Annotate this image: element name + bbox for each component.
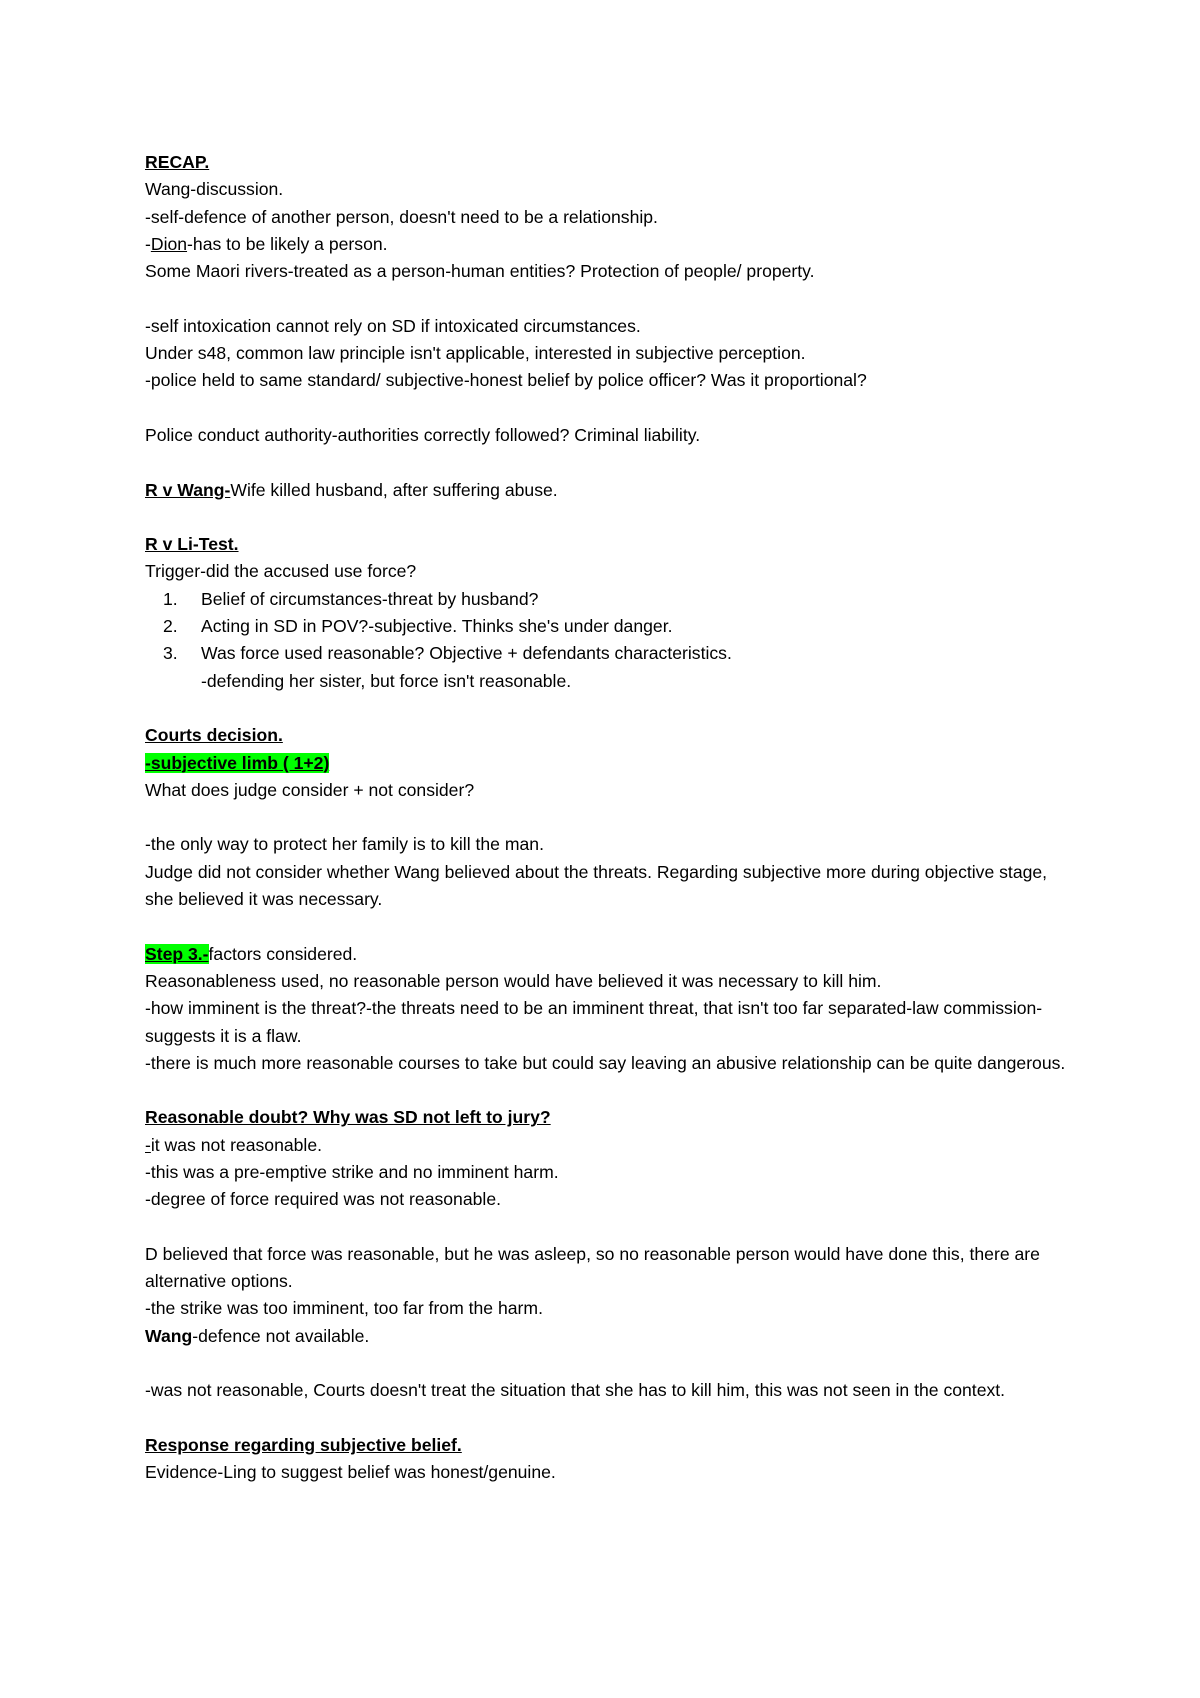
text-line: -police held to same standard/ subjective-honest belief by police officer? Was it proportional?: [145, 370, 867, 391]
text-line: Reasonableness used, no reasonable person would have believed it was necessary to kill him.: [145, 970, 882, 991]
text-line: Some Maori rivers-treated as a person-human entities? Protection of people/ property.: [145, 261, 815, 282]
text-line: Wang-discussion.: [145, 179, 284, 200]
text-line: -the strike was too imminent, too far from the harm.: [145, 1298, 543, 1319]
blank-line: [145, 449, 1100, 476]
wang-text: Wife killed husband, after suffering abuse.: [230, 479, 558, 500]
indented-line: -defending her sister, but force isn't reasonable.: [201, 670, 572, 691]
text-line: -there is much more reasonable courses to take but could say leaving an abusive relationship can be quite dangerous.: [145, 1052, 1066, 1073]
list-text: Belief of circumstances-threat by husband?: [201, 588, 539, 609]
text-line: -was not reasonable, Courts doesn't treat the situation that she has to kill him, this was not seen in the context.: [145, 1380, 1006, 1401]
text-line: Police conduct authority-authorities correctly followed? Criminal liability.: [145, 424, 701, 445]
doubt-first-text: it was not reasonable.: [150, 1134, 323, 1155]
list-number: 2.: [163, 616, 178, 637]
dash: -: [145, 1134, 151, 1155]
text-line: -this was a pre-emptive strike and no imminent harm.: [145, 1161, 559, 1182]
blank-line: [145, 1350, 1100, 1377]
doubt-first-line: [145, 1132, 1100, 1159]
blank-line: [145, 504, 1100, 531]
blank-line: [145, 395, 1100, 422]
dion-line: [145, 231, 1100, 258]
blank-line: [145, 913, 1100, 940]
blank-line: [145, 285, 1100, 312]
recap-heading: RECAP.: [145, 152, 210, 172]
response-heading: Response regarding subjective belief.: [145, 1434, 462, 1455]
wang-bold: Wang: [145, 1325, 193, 1346]
document-body: [145, 149, 1100, 1487]
doubt-heading: Reasonable doubt? Why was SD not left to jury?: [145, 1107, 551, 1128]
wang-line: [145, 477, 1100, 504]
wang-title: R v Wang-: [145, 479, 231, 500]
blank-line: [145, 1077, 1100, 1104]
blank-line: [145, 1405, 1100, 1432]
text-line: Evidence-Ling to suggest belief was honest/genuine.: [145, 1462, 556, 1483]
list-number: 1.: [163, 588, 178, 609]
dash: -: [145, 233, 151, 254]
subjective-limb-highlight: -subjective limb ( 1+2): [145, 752, 330, 773]
wang-defence-line: [145, 1323, 1100, 1350]
blank-line: [145, 1214, 1100, 1241]
courts-heading: Courts decision.: [145, 725, 283, 746]
dion-name: Dion: [150, 233, 188, 254]
text-line: -degree of force required was not reasonable.: [145, 1189, 501, 1210]
text-line: Under s48, common law principle isn't applicable, interested in subjective perception.: [145, 343, 806, 364]
dion-rest: -has to be likely a person.: [187, 233, 388, 254]
step3-line: [145, 941, 1100, 968]
text-line: Trigger-did the accused use force?: [145, 561, 417, 582]
text-line: What does judge consider + not consider?: [145, 779, 475, 800]
list-item: [145, 640, 1100, 667]
list-item: [145, 613, 1100, 640]
highlight-line: [145, 750, 1100, 777]
wang-defence-text: -defence not available.: [192, 1325, 370, 1346]
list-number: 3.: [163, 643, 178, 664]
text-line: -self intoxication cannot rely on SD if intoxicated circumstances.: [145, 315, 641, 336]
step3-highlight: Step 3.-: [145, 943, 209, 964]
list-item: [145, 586, 1100, 613]
text-line: -the only way to protect her family is to kill the man.: [145, 834, 544, 855]
step3-rest: factors considered.: [208, 943, 358, 964]
text-line: -how imminent is the threat?-the threats need to be an imminent threat, that isn't too far separated-law commission-suggests it is a flaw.: [145, 998, 1043, 1046]
blank-line: [145, 695, 1100, 722]
text-line: D believed that force was reasonable, but he was asleep, so no reasonable person would have done this, there are alternative options.: [145, 1243, 1040, 1292]
list-text: Was force used reasonable? Objective + defendants characteristics.: [201, 643, 732, 664]
text-line: -self-defence of another person, doesn't need to be a relationship.: [145, 206, 658, 227]
text-line: Judge did not consider whether Wang believed about the threats. Regarding subjective more during objective stage, she believed it was necessary.: [145, 861, 1048, 910]
blank-line: [145, 804, 1100, 831]
list-text: Acting in SD in POV?-subjective. Thinks she's under danger.: [201, 616, 673, 637]
li-test-heading: R v Li-Test.: [145, 534, 239, 555]
